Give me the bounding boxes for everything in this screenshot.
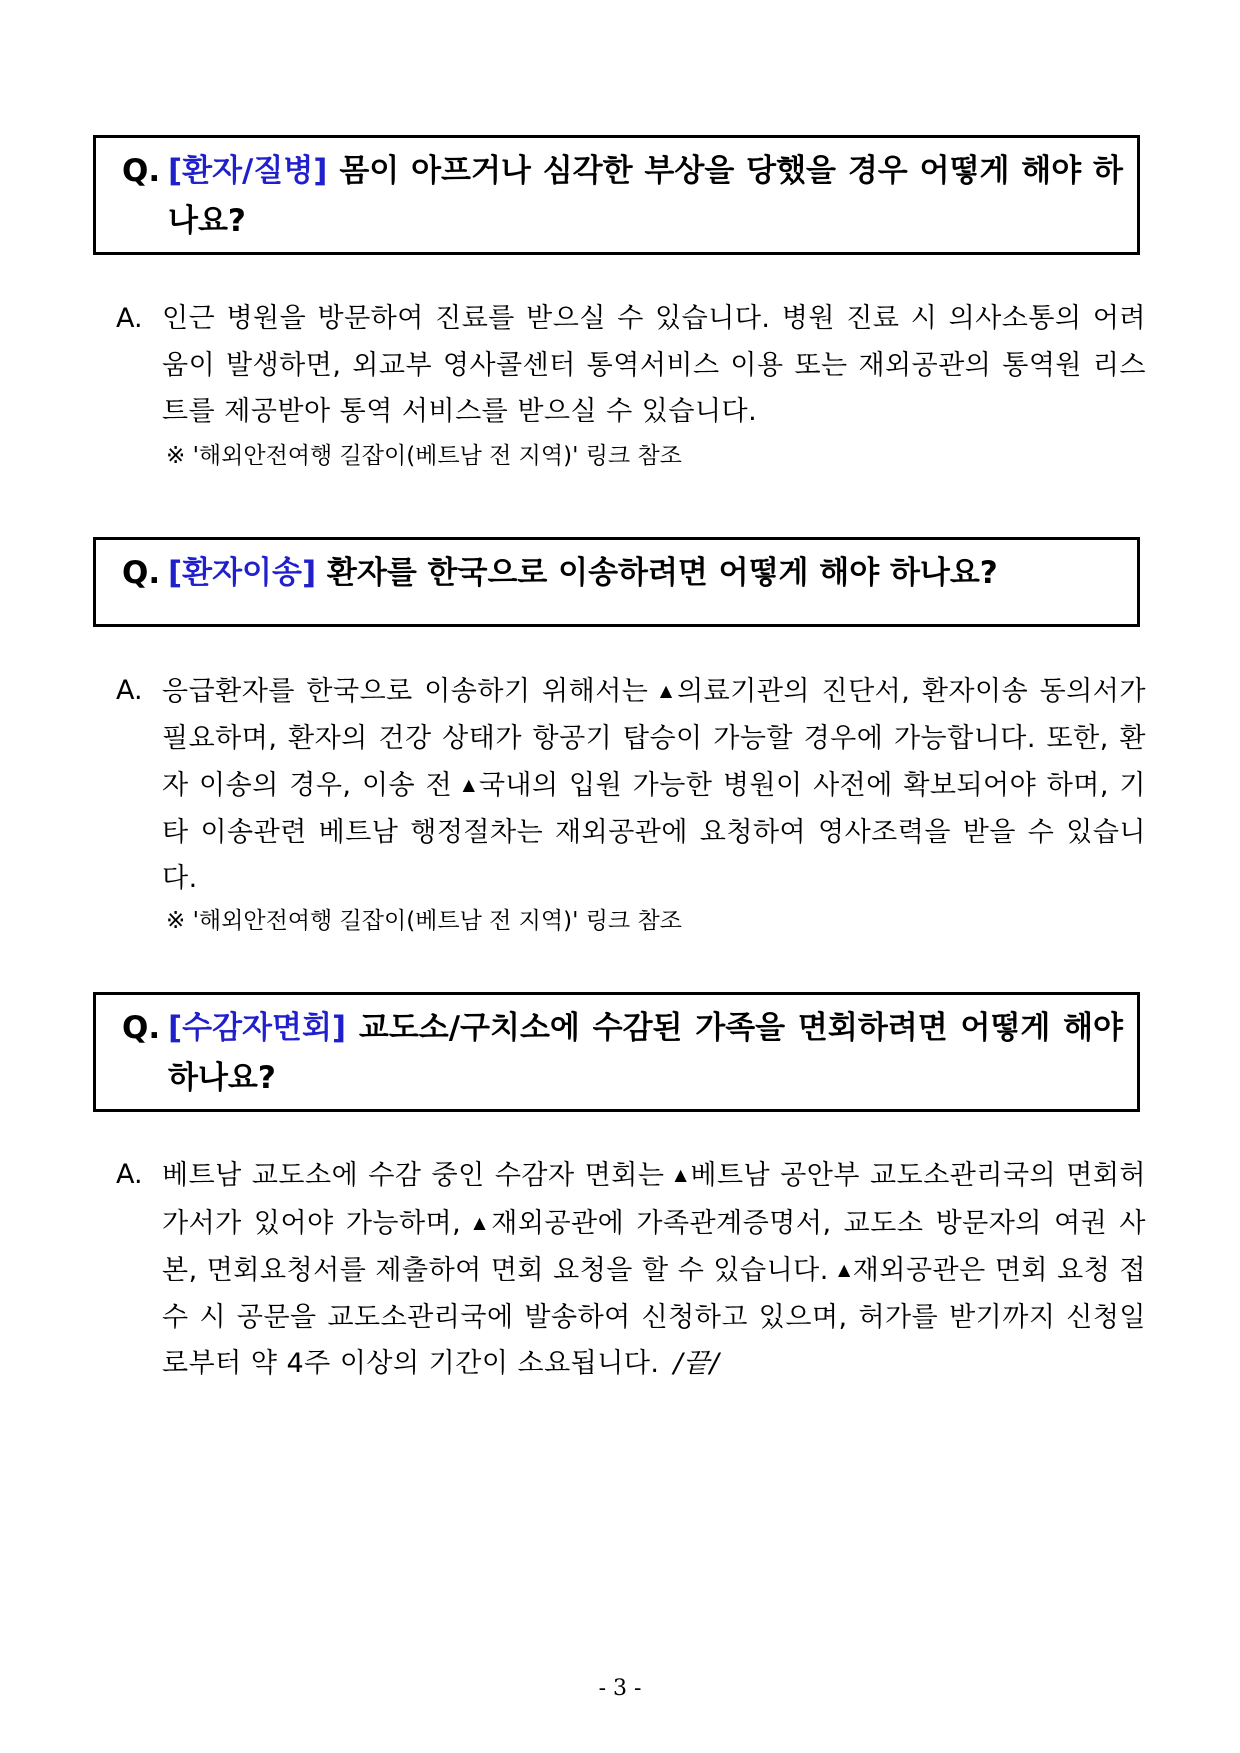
answer-prefix: A.	[116, 303, 143, 334]
question-prefix: Q.	[122, 153, 161, 189]
question-box-patient-transfer	[93, 537, 1140, 627]
answer-text-part: 베트남 공안부 교도소관리국의 면회허가서가 있어야 가능하며,	[162, 1160, 1146, 1239]
reference-mark-icon: ※	[166, 908, 186, 934]
question-text: 교도소/구치소에 수감된 가족을 면회하려면 어떻게 해야 하나요?	[168, 1010, 1123, 1096]
answer-text-part: 재외공관은 면회 요청 접수 시 공문을 교도소관리국에 발송하여 신청하고 있으며, 허가를 받기까지 신청일로부터 약 4주 이상의 기간이 소요됩니다.	[162, 1255, 1146, 1379]
answer-text-part: 국내의 입원 가능한 병원이 사전에 확보되어야 하며, 기타 이송관련 베트남 행정절차는 재외공관에 요청하여 영사조력을 받을 수 있습니다.	[162, 770, 1146, 894]
answer-block-patient-transfer	[116, 668, 1146, 903]
reference-note-text: '해외안전여행 길잡이(베트남 전 지역)' 링크 참조	[192, 443, 682, 469]
triangle-bullet-icon: ▲	[837, 1260, 851, 1279]
reference-note	[166, 440, 682, 472]
reference-note	[166, 905, 682, 937]
question-tag: [환자/질병]	[168, 153, 328, 189]
question-text: 환자를 한국으로 이송하려면 어떻게 해야 하나요?	[326, 555, 998, 591]
answer-text-part: 재외공관에 가족관계증명서, 교도소 방문자의 여권 사본, 면회요청서를 제출하여 면회 요청을 할 수 있습니다.	[162, 1207, 1146, 1286]
answer-prefix: A.	[116, 675, 143, 706]
triangle-bullet-icon: ▲	[659, 681, 676, 700]
triangle-bullet-icon: ▲	[674, 1165, 689, 1184]
question-tag: [수감자면회]	[168, 1010, 347, 1046]
answer-block-inmate-visit	[116, 1152, 1146, 1388]
question-tag: [환자이송]	[168, 555, 317, 591]
question-prefix: Q.	[122, 1010, 161, 1046]
question-text: 몸이 아프거나 심각한 부상을 당했을 경우 어떻게 해야 하나요?	[168, 153, 1123, 239]
question-box-inmate-visit	[93, 992, 1140, 1112]
reference-note-text: '해외안전여행 길잡이(베트남 전 지역)' 링크 참조	[192, 908, 682, 934]
question-box-patient-illness	[93, 135, 1140, 255]
answer-text-part: 의료기관의 진단서, 환자이송 동의서가 필요하며, 환자의 건강 상태가 항공기 탑승이 가능할 경우에 가능합니다. 또한, 환자 이송의 경우, 이송 전	[162, 676, 1146, 801]
answer-text: 인근 병원을 방문하여 진료를 받으실 수 있습니다. 병원 진료 시 의사소통의 어려움이 발생하면, 외교부 영사콜센터 통역서비스 이용 또는 재외공관의 통역원 리스트를 제공받아 통역 서비스를 받으실 수 있습니다.	[162, 303, 1146, 427]
triangle-bullet-icon: ▲	[462, 775, 477, 794]
answer-text-part: 베트남 교도소에 수감 중인 수감자 면회는	[162, 1160, 665, 1191]
triangle-bullet-icon: ▲	[473, 1212, 490, 1232]
page-number: - 3 -	[598, 1676, 642, 1701]
end-mark: /끝/	[673, 1348, 720, 1379]
answer-prefix: A.	[116, 1159, 143, 1190]
question-prefix: Q.	[122, 555, 161, 591]
answer-block-patient-illness	[116, 296, 1146, 436]
reference-mark-icon: ※	[166, 443, 186, 469]
answer-text-part: 응급환자를 한국으로 이송하기 위해서는	[162, 676, 649, 707]
